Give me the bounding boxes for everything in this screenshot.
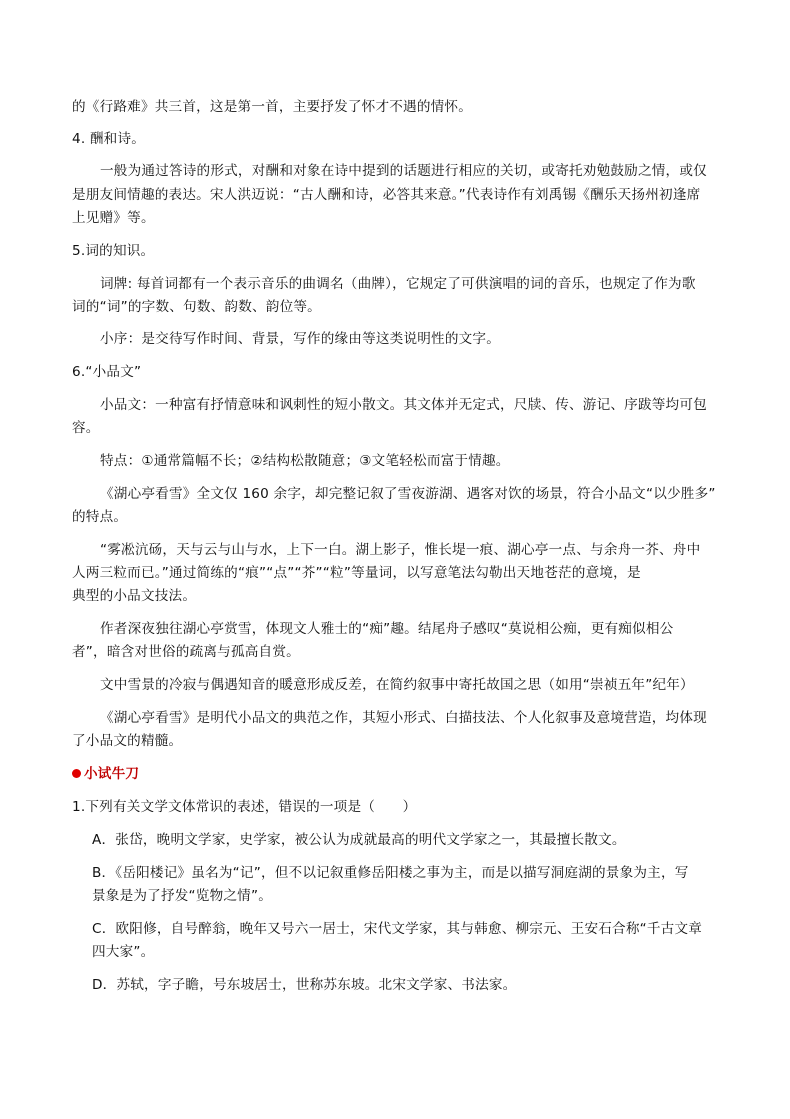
paragraph-line: 小品文：一种富有抒情意味和讽刺性的短小散文。其文体并无定式，尺牍、传、游记、序跋等均可包 xyxy=(100,397,707,413)
paragraph-line: 作者深夜独往湖心亭赏雪，体现文人雅士的“痴”趣。结尾舟子感叹“莫说相公痴，更有痴似相公 xyxy=(100,621,674,637)
option-b-cont: 景象是为了抒发“览物之情”。 xyxy=(92,888,273,904)
paragraph-line: 上见赠》等。 xyxy=(72,210,155,226)
paragraph-line: 词牌: 每首词都有一个表示音乐的曲调名（曲牌），它规定了可供演唱的词的音乐，也规定了作为歌 xyxy=(100,276,696,292)
paragraph-line: 容。 xyxy=(72,420,100,436)
paragraph-line: 《湖心亭看雪》全文仅 160 余字，却完整记叙了雪夜游湖、遇客对饮的场景，符合小品文“以少胜多” xyxy=(100,486,716,502)
question-stem: 1.下列有关文学文体常识的表述，错误的一项是（ ） xyxy=(72,799,417,815)
option-d: D．苏轼，字子瞻，号东坡居士，世称苏东坡。北宋文学家、书法家。 xyxy=(92,977,517,993)
section-heading-5: 5.词的知识。 xyxy=(72,243,155,259)
practice-heading-label: 小试牛刀 xyxy=(84,766,140,782)
option-c-cont: 四大家”。 xyxy=(92,944,155,960)
paragraph-line: 的《行路难》共三首，这是第一首，主要抒发了怀才不遇的情怀。 xyxy=(72,99,473,115)
paragraph-line: 特点：①通常篇幅不长；②结构松散随意；③文笔轻松而富于情趣。 xyxy=(100,453,510,469)
paragraph-line: “雾凇沆砀，天与云与山与水，上下一白。湖上影子，惟长堤一痕、湖心亭一点、与余舟一芥、舟中 xyxy=(100,542,701,558)
section-heading-4: 4. 酬和诗。 xyxy=(72,131,146,147)
paragraph-line: 了小品文的精髓。 xyxy=(72,733,183,749)
paragraph-line: 一般为通过答诗的形式，对酬和对象在诗中提到的话题进行相应的关切，或寄托劝勉鼓励之情，或仅 xyxy=(100,163,707,179)
practice-heading xyxy=(72,763,732,785)
option-b: B．《岳阳楼记》虽名为“记”，但不以记叙重修岳阳楼之事为主，而是以描写洞庭湖的景象为主，写 xyxy=(92,865,689,881)
paragraph-line: 文中雪景的冷寂与偶遇知音的暖意形成反差，在简约叙事中寄托故国之思（如用“崇祯五年”纪年） xyxy=(100,677,694,693)
paragraph-line: 的特点。 xyxy=(72,509,128,525)
section-heading-6: 6.“小品文” xyxy=(72,364,142,380)
paragraph-line: 是朋友间情趣的表达。宋人洪迈说：“古人酬和诗，必答其来意。”代表诗作有刘禹锡《酬乐天扬州初逢席 xyxy=(72,187,701,203)
paragraph-line: 者”，暗含对世俗的疏离与孤高自赏。 xyxy=(72,644,300,660)
red-dot-icon xyxy=(72,769,81,778)
paragraph-line: 小序：是交待写作时间、背景，写作的缘由等这类说明性的文字。 xyxy=(100,331,501,347)
option-c: C．欧阳修，自号醉翁，晚年又号六一居士，宋代文学家，其与韩愈、柳宗元、王安石合称“千古文章 xyxy=(92,921,703,937)
paragraph-line: 词的“词”的字数、句数、韵数、韵位等。 xyxy=(72,299,321,315)
paragraph-line: 典型的小品文技法。 xyxy=(72,588,197,604)
paragraph-line: 《湖心亭看雪》是明代小品文的典范之作，其短小形式、白描技法、个人化叙事及意境营造，均体现 xyxy=(100,710,707,726)
option-a: A．张岱，晚明文学家，史学家，被公认为成就最高的明代文学家之一，其最擅长散文。 xyxy=(92,832,626,848)
paragraph-line: 人两三粒而已。”通过简练的“痕”“点”“芥”“粒”等量词，以写意笔法勾勒出天地苍茫的意境，是 xyxy=(72,565,641,581)
